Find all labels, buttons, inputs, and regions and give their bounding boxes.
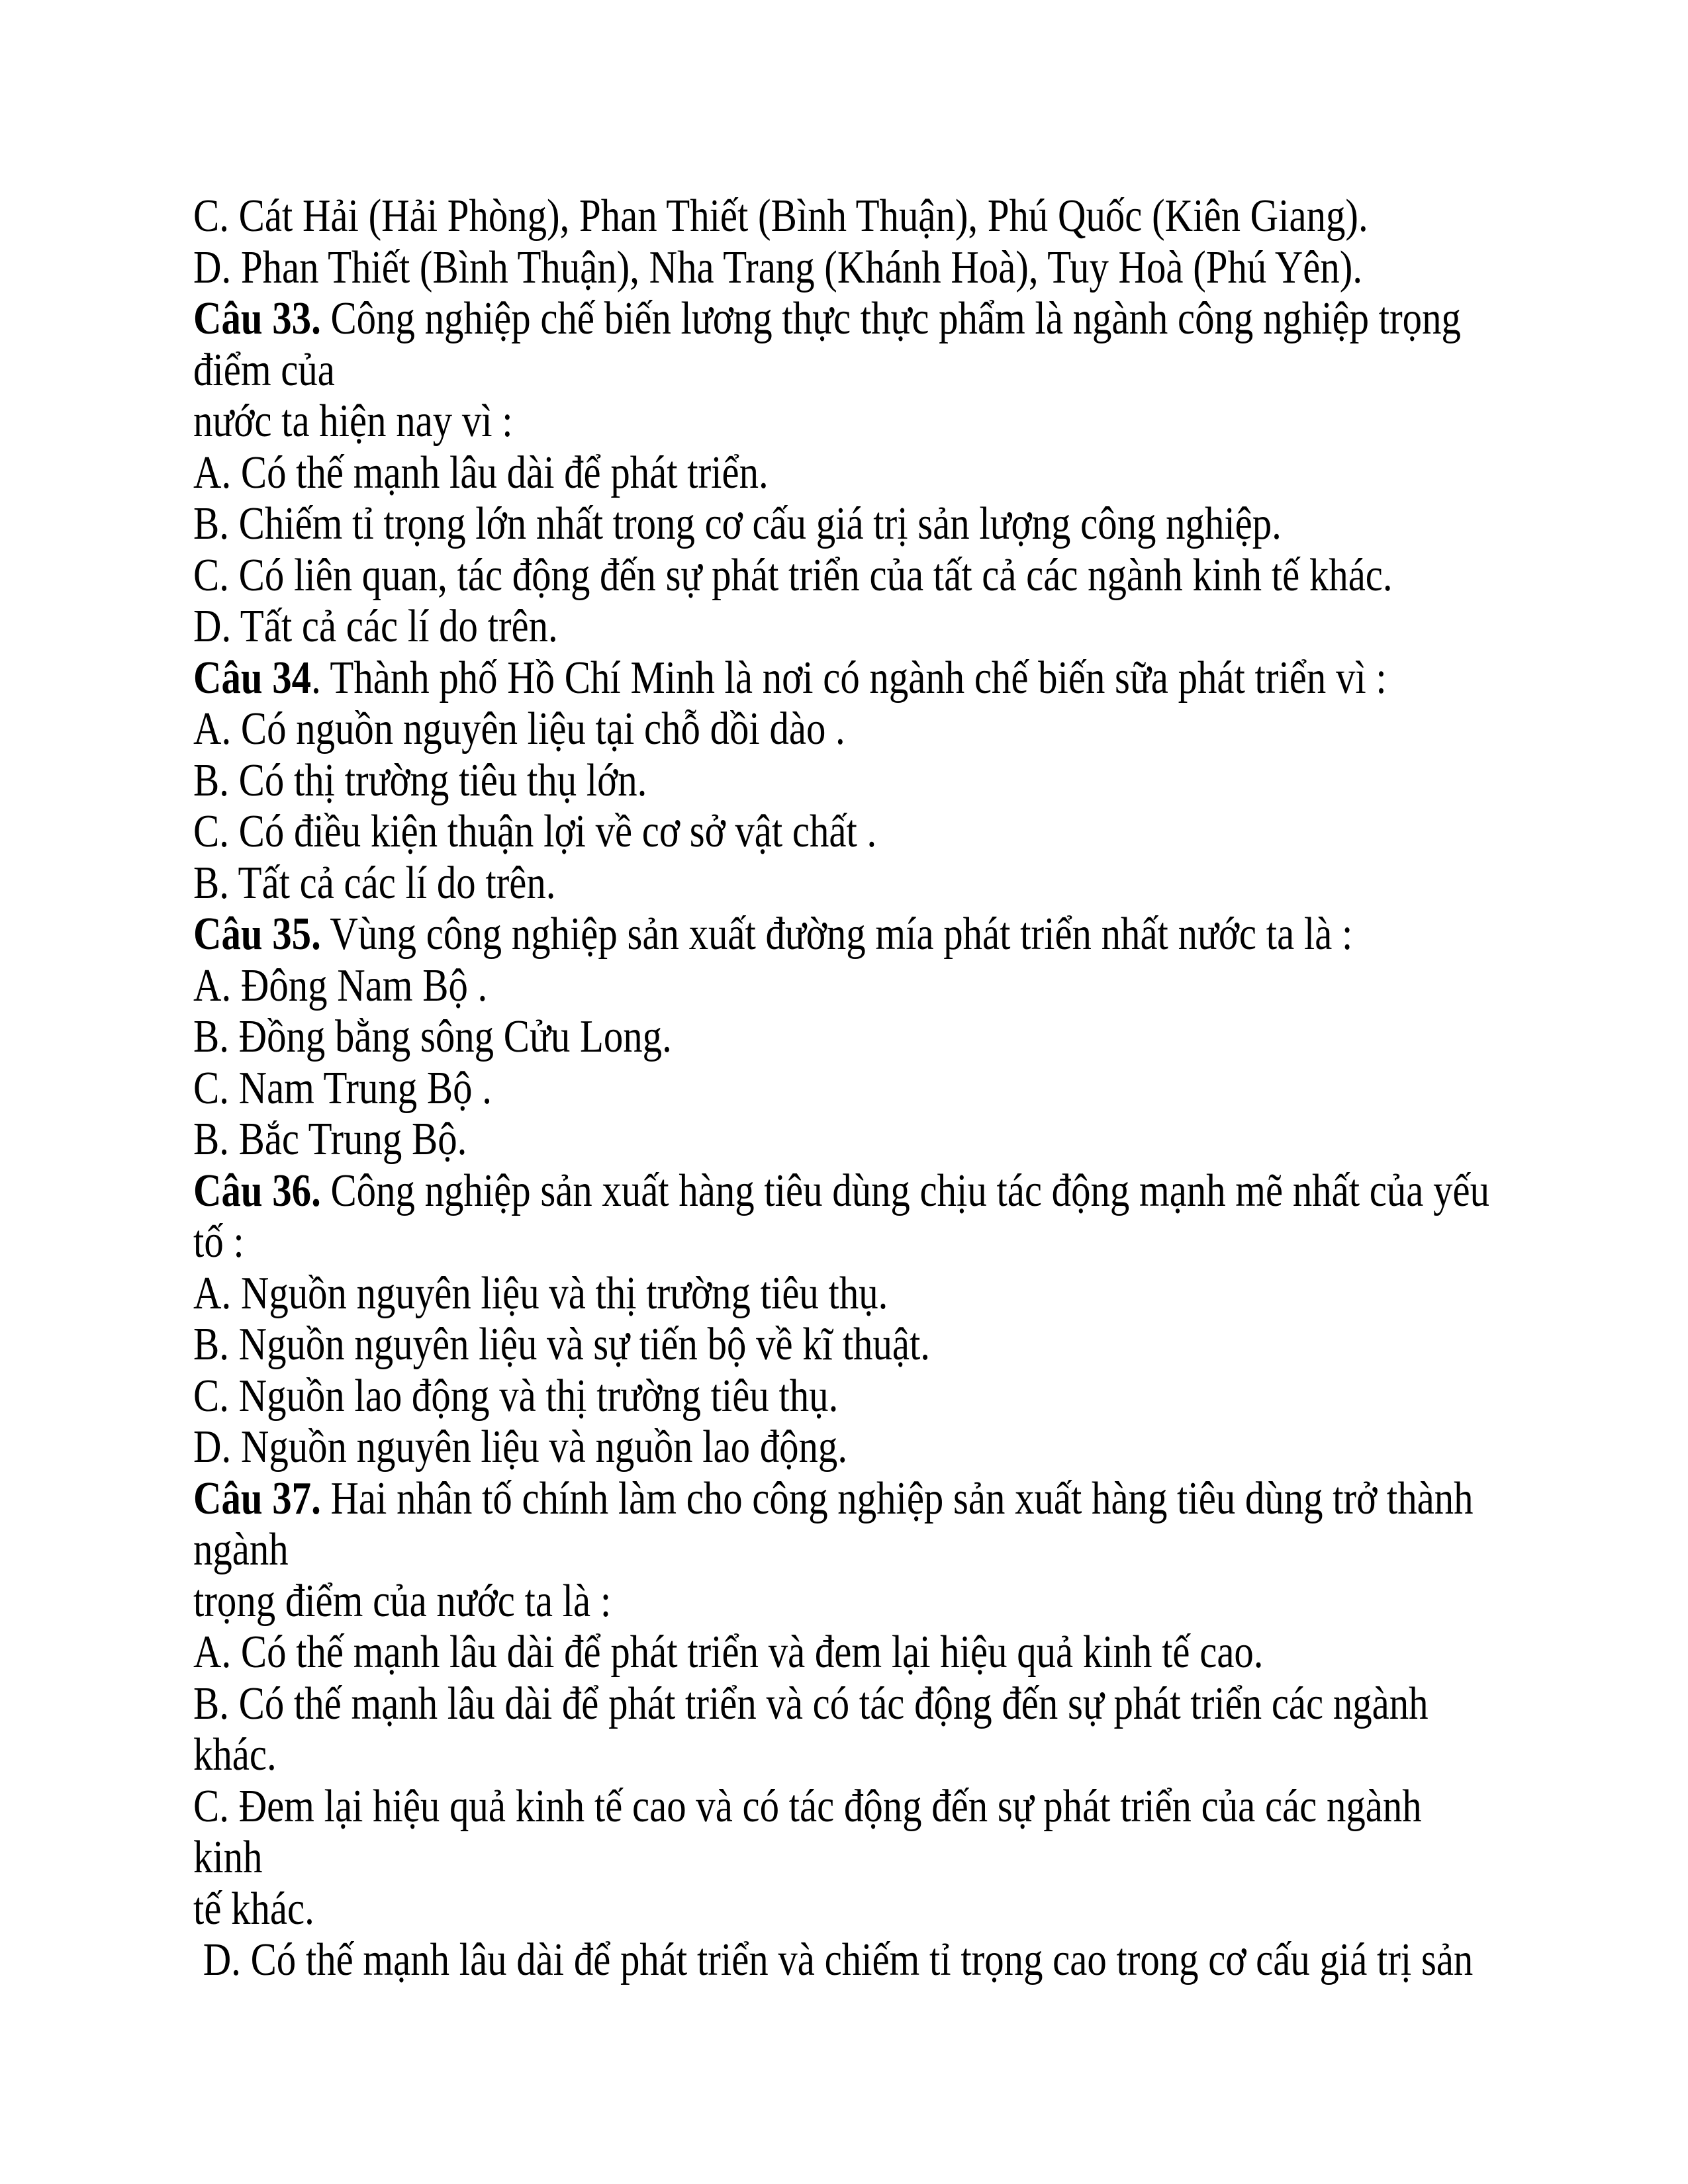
text-line [193,1319,1361,1371]
text-run: C. Có liên quan, tác động đến sự phát triển của tất cả các ngành kinh tế khác. [193,549,1393,601]
text-line [193,1884,1361,1935]
question-number: Câu 36. [193,1165,321,1216]
text-line [193,858,1361,909]
text-line [193,191,1368,242]
text-line [193,806,1361,858]
text-run: Vùng công nghiệp sản xuất đường mía phát triển nhất nước ta là : [320,909,1353,960]
text-run: nước ta hiện nay vì : [193,396,513,447]
text-run: D. Phan Thiết (Bình Thuận), Nha Trang (Khánh Hoà), Tuy Hoà (Phú Yên). [193,242,1363,293]
text-line [193,396,1361,447]
text-line [193,242,1361,294]
text-line [193,1524,1361,1576]
text-run: ngành [193,1524,289,1575]
text-line [193,1165,1489,1217]
text-run: C. Nguồn lao động và thị trường tiêu thụ. [193,1370,839,1422]
text-run: . Thành phố Hồ Chí Minh là nơi có ngành chế biến sữa phát triển vì : [311,652,1387,704]
text-run: D. Nguồn nguyên liệu và nguồn lao động. [193,1422,848,1473]
text-run: B. Có thị trường tiêu thụ lớn. [193,754,647,806]
text-line [193,447,1361,499]
text-run: A. Có thế mạnh lâu dài để phát triển. [193,447,769,498]
text-run: B. Có thế mạnh lâu dài để phát triển và có tác động đến sự phát triển các ngành [193,1678,1429,1729]
text-line [193,1729,1361,1781]
question-number: Câu 33. [193,293,321,344]
text-line [193,1934,1474,1986]
text-run: Công nghiệp sản xuất hàng tiêu dùng chịu tác động mạnh mẽ nhất của yếu [320,1165,1489,1216]
text-run: C. Có điều kiện thuận lợi về cơ sở vật chất . [193,806,877,857]
text-line [193,1576,1361,1627]
text-run: trọng điểm của nước ta là : [193,1575,612,1627]
text-line [193,909,1361,960]
question-number: Câu 35. [193,909,321,960]
text-line [193,1780,1422,1833]
question-number: Câu 37. [193,1473,321,1524]
text-line [193,498,1361,550]
text-line [193,293,1461,345]
text-run: B. Bắc Trung Bộ. [193,1114,467,1165]
text-run: kinh [193,1832,263,1883]
text-line [193,1627,1361,1678]
text-run: Hai nhân tố chính làm cho công nghiệp sản xuất hàng tiêu dùng trở thành [320,1473,1474,1524]
text-line [193,345,1361,396]
text-run: khác. [193,1729,277,1780]
text-line [193,1422,1361,1473]
text-run: điểm của [193,344,335,396]
text-line [193,1114,1361,1165]
text-line [193,549,1393,602]
text-run: A. Nguồn nguyên liệu và thị trường tiêu thụ. [193,1267,888,1319]
text-run: C. Cát Hải (Hải Phòng), Phan Thiết (Bình Thuận), Phú Quốc (Kiên Giang). [193,191,1368,242]
text-line [193,601,1361,653]
text-run: B. Tất cả các lí do trên. [193,857,556,909]
text-line [193,652,1387,704]
text-run: tố : [193,1216,244,1267]
text-run: A. Có nguồn nguyên liệu tại chỗ dồi dào . [193,704,845,754]
text-line [193,1063,1361,1115]
text-line [193,1473,1474,1525]
text-run: tế khác. [193,1883,314,1934]
text-line [193,1268,1361,1320]
text-run: D. Tất cả các lí do trên. [193,601,558,652]
text-run: B. Nguồn nguyên liệu và sự tiến bộ về kĩ thuật. [193,1319,930,1370]
text-line [193,960,1361,1012]
text-line [193,1371,1361,1422]
text-line [193,704,1361,755]
text-run: A. Đông Nam Bộ . [193,960,488,1011]
text-run: B. Đồng bằng sông Cửu Long. [193,1011,672,1062]
text-line [193,1011,1361,1063]
text-line [193,1832,1361,1884]
text-run: D. Có thế mạnh lâu dài để phát triển và chiếm tỉ trọng cao trong cơ cấu giá trị sản [193,1934,1474,1985]
text-run: C. Đem lại hiệu quả kinh tế cao và có tác động đến sự phát triển của các ngành [193,1780,1422,1832]
text-line [193,1678,1429,1730]
text-run: C. Nam Trung Bộ . [193,1062,492,1114]
document-body [193,191,1583,1986]
text-line [193,755,1361,807]
question-number: Câu 34 [193,652,312,704]
text-run: A. Có thế mạnh lâu dài để phát triển và đem lại hiệu quả kinh tế cao. [193,1627,1264,1678]
text-line [193,1216,1361,1268]
text-run: Công nghiệp chế biến lương thực thực phẩm là ngành công nghiệp trọng [320,293,1461,344]
text-run: B. Chiếm tỉ trọng lớn nhất trong cơ cấu giá trị sản lượng công nghiệp. [193,498,1282,549]
